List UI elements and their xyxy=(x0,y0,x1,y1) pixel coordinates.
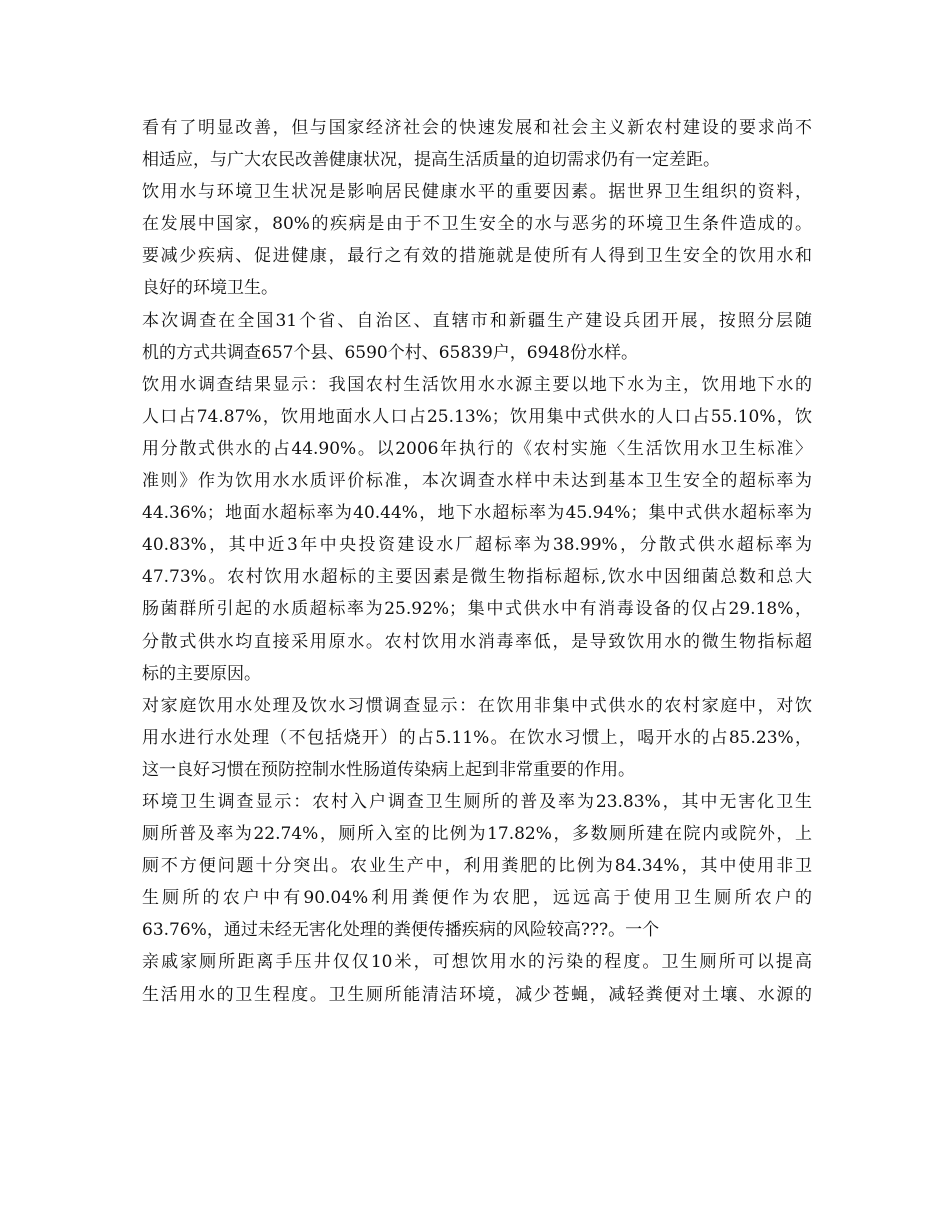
text-line: 40.83%，其中近3年中央投资建设水厂超标率为38.99%，分散式供水超标率为 xyxy=(142,535,812,556)
text-line: 看有了明显改善，但与国家经济社会的快速发展和社会主义新农村建设的要求尚不 xyxy=(142,118,812,138)
text-line: 63.76%，通过未经无害化处理的粪便传播疾病的风险较高???。一个 xyxy=(142,920,660,941)
body-text xyxy=(142,112,812,1011)
text-line: 这一良好习惯在预防控制水性肠道传染病上起到非常重要的作用。 xyxy=(142,759,635,780)
text-line: 准则》作为饮用水水质评价标准，本次调查水样中未达到基本卫生安全的超标率为 xyxy=(142,471,812,492)
text-line: 分散式供水均直接采用原水。农村饮用水消毒率低，是导致饮用水的微生物指标超 xyxy=(142,631,812,652)
text-line: 标的主要原因。 xyxy=(142,663,261,684)
text-line: 要减少疾病、促进健康，最行之有效的措施就是使所有人得到卫生安全的饮用水和 xyxy=(142,246,812,267)
text-line: 人口占74.87%，饮用地面水人口占25.13%；饮用集中式供水的人口占55.10%，饮 xyxy=(142,406,812,427)
text-line: 良好的环境卫生。 xyxy=(142,278,278,299)
text-line: 对家庭饮用水处理及饮水习惯调查显示：在饮用非集中式供水的农村家庭中，对饮 xyxy=(142,695,812,716)
text-line: 肠菌群所引起的水质超标率为25.92%；集中式供水中有消毒设备的仅占29.18%， xyxy=(142,599,812,620)
text-line: 亲戚家厕所距离手压井仅仅10米，可想饮用水的污染的程度。卫生厕所可以提高 xyxy=(142,952,812,973)
text-line: 在发展中国家，80%的疾病是由于不卫生安全的水与恶劣的环境卫生条件造成的。 xyxy=(142,214,812,235)
text-line: 饮用水与环境卫生状况是影响居民健康水平的重要因素。据世界卫生组织的资料， xyxy=(142,182,812,203)
text-line: 相适应，与广大农民改善健康状况，提高生活质量的迫切需求仍有一定差距。 xyxy=(142,150,720,171)
text-line: 47.73%。农村饮用水超标的主要因素是微生物指标超标,饮水中因细菌总数和总大 xyxy=(142,567,812,588)
text-line: 厕所普及率为22.74%，厕所入室的比例为17.82%，多数厕所建在院内或院外，上 xyxy=(142,824,812,845)
text-line: 厕不方便问题十分突出。农业生产中，利用粪肥的比例为84.34%，其中使用非卫 xyxy=(142,856,812,877)
text-line: 饮用水调查结果显示：我国农村生活饮用水水源主要以地下水为主，饮用地下水的 xyxy=(142,374,812,395)
text-line: 机的方式共调查657个县、6590个村、65839户，6948份水样。 xyxy=(142,342,639,363)
text-line: 本次调查在全国31个省、自治区、直辖市和新疆生产建设兵团开展，按照分层随 xyxy=(142,310,812,331)
text-line: 环境卫生调查显示：农村入户调查卫生厕所的普及率为23.83%，其中无害化卫生 xyxy=(142,791,812,812)
text-line: 用分散式供水的占44.90%。以2006年执行的《农村实施〈生活饮用水卫生标准〉 xyxy=(142,438,812,459)
text-line: 生活用水的卫生程度。卫生厕所能清洁环境，减少苍蝇，减轻粪便对土壤、水源的 xyxy=(142,984,812,1005)
text-line: 生厕所的农户中有90.04%利用粪便作为农肥，远远高于使用卫生厕所农户的 xyxy=(142,888,812,909)
text-line: 用水进行水处理（不包括烧开）的占5.11%。在饮水习惯上，喝开水的占85.23%， xyxy=(142,727,812,748)
text-line: 44.36%；地面水超标率为40.44%，地下水超标率为45.94%；集中式供水超标率为 xyxy=(142,503,812,524)
